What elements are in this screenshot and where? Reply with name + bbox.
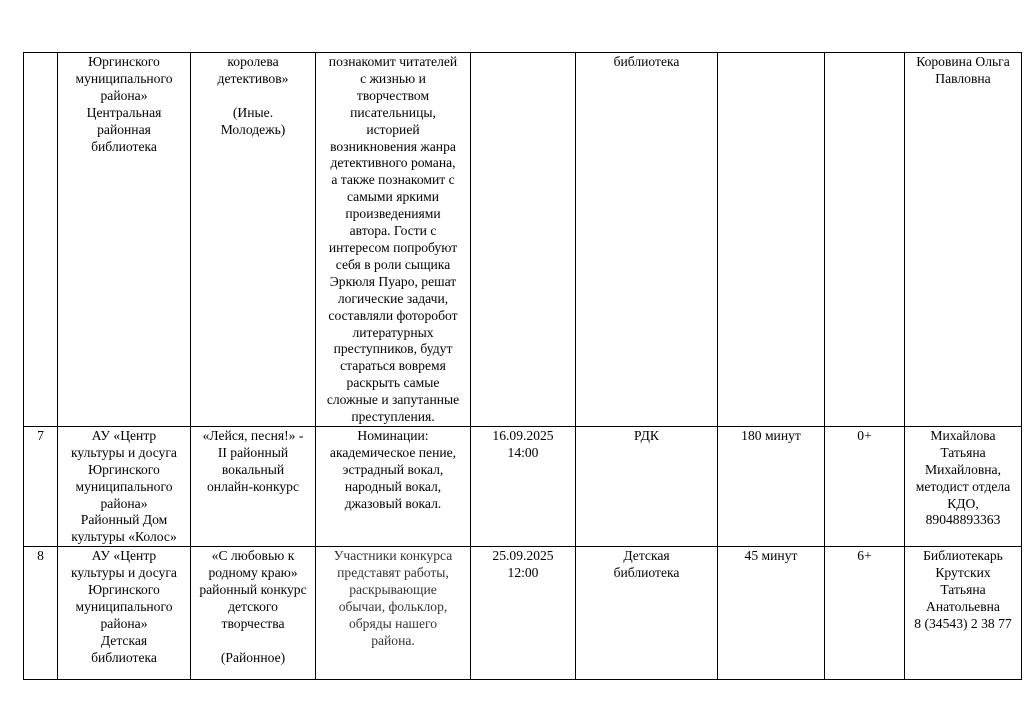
- table-row: [24, 426, 1022, 546]
- venue-cell: РДК: [576, 426, 718, 546]
- event-name-cell: «С любовью к родному краю» районный конкурс детского творчества (Районное): [191, 547, 316, 680]
- duration-cell: [718, 53, 825, 427]
- organizer-cell: АУ «Центр культуры и досуга Юргинского муниципального района» Детская библиотека: [58, 547, 191, 680]
- age-rating-cell: 0+: [825, 426, 905, 546]
- description-cell: познакомит читателей с жизнью и творчеством писательницы, историей возникновения жанра детективного романа, а также познакомит с самыми яркими произведениями автора. Гости с интересом попробуют себя в роли сыщика Эркюля Пуаро, решат логические задачи, составляли фоторобот литературных преступников, будут стараться вовремя раскрыть самые сложные и запутанные преступления.: [316, 53, 471, 427]
- description-cell: Номинации: академическое пение, эстрадный вокал, народный вокал, джазовый вокал.: [316, 426, 471, 546]
- organizer-cell: Юргинского муниципального района» Центральная районная библиотека: [58, 53, 191, 427]
- datetime-cell: 16.09.2025 14:00: [471, 426, 576, 546]
- contact-cell: Михайлова Татьяна Михайловна, методист отдела КДО, 89048893363: [905, 426, 1022, 546]
- venue-cell: библиотека: [576, 53, 718, 427]
- datetime-cell: [471, 53, 576, 427]
- table-row: [24, 547, 1022, 680]
- datetime-cell: 25.09.2025 12:00: [471, 547, 576, 680]
- description-cell: Участники конкурса представят работы, раскрывающие обычаи, фольклор, обряды нашего района.: [316, 547, 471, 680]
- age-rating-cell: 6+: [825, 547, 905, 680]
- contact-cell: Коровина Ольга Павловна: [905, 53, 1022, 427]
- contact-cell: Библиотекарь Крутских Татьяна Анатольевна 8 (34543) 2 38 77: [905, 547, 1022, 680]
- organizer-cell: АУ «Центр культуры и досуга Юргинского муниципального района» Районный Дом культуры «Колос»: [58, 426, 191, 546]
- event-name-cell: «Лейся, песня!» - II районный вокальный онлайн-конкурс: [191, 426, 316, 546]
- row-number-cell: 7: [24, 426, 58, 546]
- age-rating-cell: [825, 53, 905, 427]
- duration-cell: 180 минут: [718, 426, 825, 546]
- row-number-cell: [24, 53, 58, 427]
- events-table: [23, 52, 1022, 680]
- table-row: [24, 53, 1022, 427]
- duration-cell: 45 минут: [718, 547, 825, 680]
- row-number-cell: 8: [24, 547, 58, 680]
- venue-cell: Детская библиотека: [576, 547, 718, 680]
- event-name-cell: королева детективов» (Иные. Молодежь): [191, 53, 316, 427]
